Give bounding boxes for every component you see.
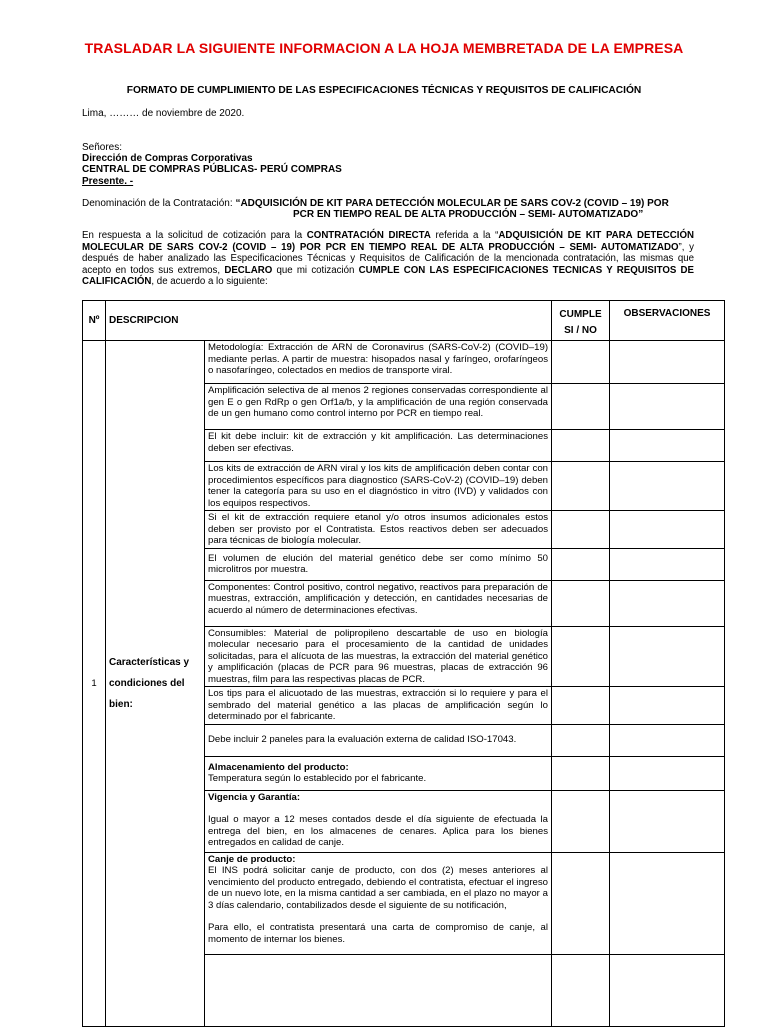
spec-item-2: Amplificación selectiva de al menos 2 regiones conservadas correspondiente al gen E o gen RdRp o gen Orf1a/b, y la amplificación de una región conservada de un gen humano como control interno por PCR en tiempo real. bbox=[205, 384, 552, 430]
para-text-2: referida a la “ bbox=[430, 230, 499, 241]
header-descripcion: DESCRIPCION bbox=[106, 301, 552, 341]
cumple-cell[interactable] bbox=[552, 626, 610, 687]
category-cell: Características y condiciones del bien: bbox=[106, 341, 205, 1027]
observaciones-cell[interactable] bbox=[610, 852, 725, 954]
canje-text-1: El INS podrá solicitar canje de producto, con dos (2) meses anteriores al vencimiento del producto entregado, debiendo el contratista, efectuar el ingreso de un nuevo lote, en la misma cantidad a ser cambiada, en el plazo no mayor a 3 días calendario, contabilizados desde el siguiente de su notificación, bbox=[208, 865, 549, 911]
addressee-line-1: Dirección de Compras Corporativas bbox=[82, 153, 253, 164]
spec-item-8: Consumibles: Material de polipropileno descartable de uso en biología molecular necesario para el procesamiento de la cantidad de unidades solicitadas, para el alícuota de las muestras, la extracción del material genético y amplificación (placas de PCR para 96 muestras, placas de extracción 96 muestras, film para las respectivas placas de PCR. bbox=[205, 626, 552, 687]
para-text-3: ”, y después de haber analizado las Especificaciones Técnicas y Requisitos de Calificación de la mencionada contratación, las mismas que acepto en todos sus extremos, bbox=[82, 241, 694, 276]
intro-paragraph bbox=[82, 230, 694, 288]
denominacion-label: Denominación de la Contratación: bbox=[82, 198, 236, 209]
cumple-cell[interactable] bbox=[552, 687, 610, 725]
canje-title: Canje de producto: bbox=[208, 853, 296, 865]
spec-item-5: Si el kit de extracción requiere etanol y/o otros insumos adicionales estos deben ser provisto por el Contratista. Estos reactivos deben ser adecuados para técnicas de biología molecular. bbox=[205, 511, 552, 549]
para-text-4: que mi cotización bbox=[272, 264, 359, 276]
spec-item-10: Debe incluir 2 paneles para la evaluación externa de calidad ISO-17043. bbox=[205, 724, 552, 756]
row-number: 1 bbox=[83, 341, 106, 1027]
header-cumple bbox=[552, 301, 610, 341]
cumple-cell[interactable] bbox=[552, 790, 610, 852]
spec-item-6: El volumen de elución del material genético debe ser como mínimo 50 microlitros por muestra. bbox=[205, 548, 552, 580]
header-observaciones: OBSERVACIONES bbox=[610, 301, 725, 341]
date-line: Lima, ……… de noviembre de 2020. bbox=[82, 108, 245, 119]
observaciones-cell[interactable] bbox=[610, 341, 725, 384]
header-si-no-label: SI / NO bbox=[564, 325, 597, 336]
spec-item-7: Componentes: Control positivo, control negativo, reactivos para preparación de muestras, extracción, amplificación y detección, en cantidades necesarias de acuerdo al número de determinaciones efectivas. bbox=[205, 580, 552, 626]
almacenamiento-title: Almacenamiento del producto: bbox=[208, 761, 349, 773]
spec-item-3: El kit debe incluir: kit de extracción y kit amplificación. Las determinaciones deben ser efectivas. bbox=[205, 430, 552, 462]
salutation: Señores: bbox=[82, 142, 123, 153]
vigencia-text: Igual o mayor a 12 meses contados desde el día siguiente de efectuada la entrega del bien, en los almacenes de cenares. Aplica para los bienes entregados en calidad de canje. bbox=[208, 814, 549, 848]
form-subtitle: FORMATO DE CUMPLIMIENTO DE LAS ESPECIFICACIONES TÉCNICAS Y REQUISITOS DE CALIFICACIÓN bbox=[126, 85, 642, 96]
spec-almacenamiento bbox=[205, 756, 552, 790]
cumple-cell[interactable] bbox=[552, 430, 610, 462]
spec-vigencia bbox=[205, 790, 552, 852]
presente: Presente. - bbox=[82, 176, 134, 187]
header-num: Nº bbox=[83, 301, 106, 341]
instruction-title: TRASLADAR LA SIGUIENTE INFORMACION A LA HOJA MEMBRETADA DE LA EMPRESA bbox=[84, 40, 684, 56]
denominacion-title-2: PCR EN TIEMPO REAL DE ALTA PRODUCCIÓN – SEMI- AUTOMATIZADO” bbox=[293, 209, 644, 220]
para-bold-adquisicion: ADQUISICIÓN DE KIT PARA DETECCIÓN MOLECULAR DE SARS COV-2 (COVID – 19) POR PCR EN TIEMPO REAL DE ALTA PRODUCCIÓN – SEMI- AUTOMATIZADO bbox=[82, 230, 694, 253]
cumple-cell[interactable] bbox=[552, 852, 610, 954]
spec-canje bbox=[205, 852, 552, 954]
observaciones-cell[interactable] bbox=[610, 384, 725, 430]
header-cumple-label: CUMPLE bbox=[559, 309, 602, 320]
observaciones-cell[interactable] bbox=[610, 790, 725, 852]
observaciones-cell[interactable] bbox=[610, 724, 725, 756]
spec-empty-cell bbox=[205, 954, 552, 1026]
table-header-row bbox=[83, 301, 725, 341]
para-text-5: , de acuerdo a lo siguiente: bbox=[151, 276, 268, 287]
vigencia-title: Vigencia y Garantía: bbox=[208, 791, 301, 803]
cumple-cell[interactable] bbox=[552, 462, 610, 511]
para-bold-contratacion: CONTRATACIÓN DIRECTA bbox=[306, 230, 431, 241]
observaciones-cell[interactable] bbox=[610, 511, 725, 549]
cumple-cell[interactable] bbox=[552, 548, 610, 580]
spec-item-4: Los kits de extracción de ARN viral y los kits de amplificación deben contar con procedimientos específicos para diagnostico (SARS-CoV-2) (COVID–19) deben tener la categoría para su uso en el diagnóstico in vitro (IVD) y validados con los equipos respectivos. bbox=[205, 462, 552, 511]
para-bold-declaro: DECLARO bbox=[224, 264, 273, 276]
canje-text-2: Para ello, el contratista presentará una carta de compromiso de canje, al momento de internar los bienes. bbox=[208, 922, 549, 945]
observaciones-cell[interactable] bbox=[610, 580, 725, 626]
spec-item-9: Los tips para el alicuotado de las muestras, extracción si lo requiere y para el sembrado del material genético a las placas de amplificación según lo determinado por el fabricante. bbox=[205, 687, 552, 725]
denominacion bbox=[82, 198, 669, 210]
cumple-cell[interactable] bbox=[552, 756, 610, 790]
denominacion-title-1: “ADQUISICIÓN DE KIT PARA DETECCIÓN MOLECULAR DE SARS COV-2 (COVID – 19) POR bbox=[235, 198, 669, 209]
cumple-cell[interactable] bbox=[552, 954, 610, 1026]
observaciones-cell[interactable] bbox=[610, 687, 725, 725]
almacenamiento-text: Temperatura según lo establecido por el fabricante. bbox=[208, 773, 427, 784]
para-text-1: En respuesta a la solicitud de cotización para la bbox=[82, 230, 307, 241]
specifications-table bbox=[82, 300, 725, 1027]
observaciones-cell[interactable] bbox=[610, 756, 725, 790]
cumple-cell[interactable] bbox=[552, 384, 610, 430]
observaciones-cell[interactable] bbox=[610, 548, 725, 580]
para-bold-cumple: CUMPLE CON LAS ESPECIFICACIONES TECNICAS Y REQUISITOS DE CALIFICACIÓN bbox=[82, 264, 695, 287]
cumple-cell[interactable] bbox=[552, 341, 610, 384]
table-row bbox=[83, 341, 725, 384]
spec-item-1: Metodología: Extracción de ARN de Coronavirus (SARS-CoV-2) (COVID–19) mediante perlas. A partir de muestra: hisopados nasal y faríngeo, orofaríngeos o nasofaríngeo, colectados en medios de transporte viral. bbox=[205, 341, 552, 384]
addressee-line-2: CENTRAL DE COMPRAS PÚBLICAS- PERÚ COMPRAS bbox=[82, 164, 342, 175]
observaciones-cell[interactable] bbox=[610, 430, 725, 462]
observaciones-cell[interactable] bbox=[610, 954, 725, 1026]
observaciones-cell[interactable] bbox=[610, 462, 725, 511]
observaciones-cell[interactable] bbox=[610, 626, 725, 687]
cumple-cell[interactable] bbox=[552, 580, 610, 626]
cumple-cell[interactable] bbox=[552, 511, 610, 549]
cumple-cell[interactable] bbox=[552, 724, 610, 756]
